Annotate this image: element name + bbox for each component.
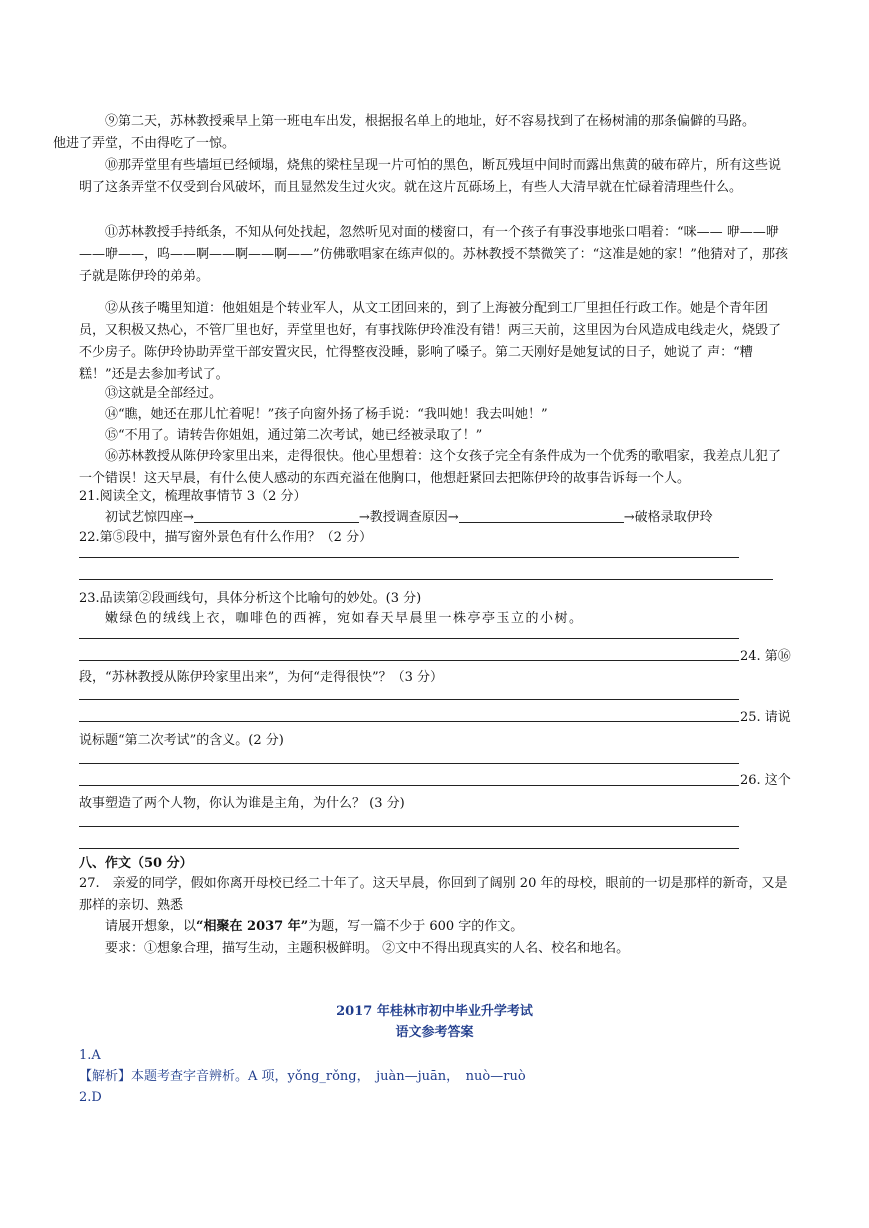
question-21-flow — [79, 507, 791, 529]
paragraph-13: ⑬这就是全部经过。 — [105, 386, 223, 401]
question-21: 21.阅读全文，梳理故事情节 3（2 分） — [79, 489, 307, 504]
paragraph-9-line-2: 他进了弄堂，不由得吃了一惊。 — [53, 136, 236, 151]
answer-blank-2[interactable] — [459, 508, 624, 523]
answers-subtitle: 语文参考答案 — [395, 1025, 474, 1040]
answer-1: 1.A — [79, 1048, 101, 1063]
flow-step-1: 初试艺惊四座→ — [105, 510, 194, 525]
answer-line[interactable] — [79, 579, 773, 580]
paragraph-16: ⑯苏林教授从陈伊玲家里出来，走得很快。他心里想着：这个女孩子完全有条件成为一个优秀的歌唱家，我差点儿犯了一个错误！这天早晨，有什么使人感动的东西充溢在他胸口，他想赶紧回去把陈伊玲的故事告诉每一个人。 — [79, 449, 782, 486]
paragraph-14: ⑭“瞧，她还在那儿忙着呢！”孩子向窗外扬了杨手说：“我叫她！我去叫她！” — [105, 407, 548, 422]
question-24: 段，“苏林教授从陈伊玲家里出来”，为何“走得很快”？（3 分） — [79, 670, 443, 685]
paragraph-12: ⑫从孩子嘴里知道：他姐姐是个转业军人，从文工团回来的，到了上海被分配到工厂里担任行政工作。她是个青年团员，又积极又热心，不管厂里也好，弄堂里也好，有事找陈伊玲准没有错！两三天前，这里因为台风造成电线走火，烧毁了不少房子。陈伊玲协助弄堂干部安置灾民，忙得整夜没睡，影响了嗓子。第二天刚好是她复试的日子，她说了 声：“糟糕！”还是去参加考试了。 — [79, 301, 782, 382]
answer-line[interactable] — [79, 660, 739, 661]
paragraph-11: ⑪苏林教授手持纸条，不知从何处找起，忽然听见对面的楼窗口，有一个孩子有事没事地张口唱着：“咪—— 咿——咿——咿——，呜——啊——啊——啊——”仿佛歌唱家在练声似的。苏林教授不禁微笑了：“这准是她的家！”他猜对了，那孩子就是陈伊玲的弟弟。 — [79, 225, 788, 284]
flow-step-3: →破格录取伊玲 — [623, 510, 713, 525]
answer-line[interactable] — [79, 848, 739, 849]
answer-line[interactable] — [79, 763, 739, 764]
answer-line[interactable] — [79, 785, 739, 786]
question-22: 22.第⑤段中，描写窗外景色有什么作用？（2 分） — [79, 530, 373, 545]
essay-title: “相聚在 2037 年” — [196, 919, 309, 934]
instruction-text: 请展开想象，以 — [105, 919, 197, 934]
answer-blank-1[interactable] — [194, 508, 359, 523]
answer-line[interactable] — [79, 638, 739, 639]
answer-line[interactable] — [79, 557, 739, 558]
flow-step-2: →教授调查原因→ — [358, 510, 459, 525]
essay-requirements: 要求：①想象合理，描写生动，主题积极鲜明。 ②文中不得出现真实的人名、校名和地名。 — [105, 941, 630, 956]
answer-2: 2.D — [79, 1090, 102, 1105]
answers-title: 2017 年桂林市初中毕业升学考试 — [336, 1004, 533, 1019]
question-23: 23.品读第②段画线句，具体分析这个比喻句的妙处。(3 分) — [79, 591, 422, 606]
answer-1-analysis: 【解析】本题考查字音辨析。A 项，yǒng_rǒng， juàn—juān， nuò—ruò — [79, 1069, 526, 1084]
question-23-quote: 嫩绿色的绒线上衣，咖啡色的西裤，宛如春天早晨里一株亭亭玉立的小树。 — [105, 611, 584, 626]
question-25-number: 25. 请说 — [740, 710, 791, 725]
essay-instruction — [79, 916, 791, 938]
paragraph-10: ⑩那弄堂里有些墙垣已经倾塌，烧焦的梁柱呈现一片可怕的黑色，断瓦残垣中间时而露出焦黄的破布碎片，所有这些说明了这条弄堂不仅受到台风破坏，而且显然发生过火灾。就在这片瓦砾场上，有些人大清早就在忙碌着清理些什么。 — [79, 158, 782, 195]
question-26: 故事塑造了两个人物，你认为谁是主角，为什么？ (3 分) — [79, 796, 405, 811]
answer-line[interactable] — [79, 721, 739, 722]
essay-heading: 八、作文（50 分） — [79, 856, 193, 871]
essay-prompt: 27. 亲爱的同学，假如你离开母校已经二十年了。这天早晨，你回到了阔别 20 年的母校，眼前的一切是那样的新奇，又是那样的亲切、熟悉 — [79, 876, 788, 913]
paragraph-15: ⑮“不用了。请转告你姐姐，通过第二次考试，她已经被录取了！” — [105, 428, 483, 443]
question-24-number: 24. 第⑯ — [740, 649, 791, 664]
answer-line[interactable] — [79, 826, 739, 827]
paragraph-9-line-1: ⑨第二天，苏林教授乘早上第一班电车出发，根据报名单上的地址，好不容易找到了在杨树浦的那条偏僻的马路。 — [105, 114, 756, 129]
paragraph-9 — [53, 111, 791, 155]
answer-line[interactable] — [79, 699, 739, 700]
question-26-number: 26. 这个 — [740, 773, 791, 788]
instruction-text: 为题，写一篇不少于 600 字的作文。 — [308, 919, 524, 934]
question-25: 说标题“第二次考试”的含义。(2 分) — [79, 733, 284, 748]
